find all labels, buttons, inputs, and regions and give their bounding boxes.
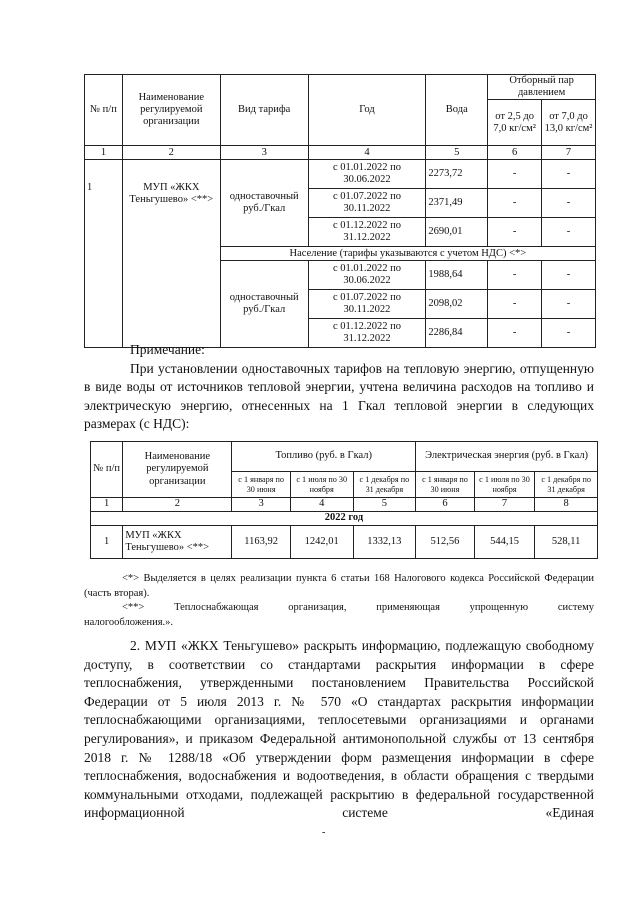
header-num: № п/п xyxy=(91,442,123,498)
header-year: Год xyxy=(308,75,426,146)
header-steam-high: от 7,0 до 13,0 кг/см² xyxy=(542,100,596,146)
page-mark: - xyxy=(322,827,326,838)
col-number: 6 xyxy=(488,146,542,160)
col-number: 3 xyxy=(232,498,291,512)
steam-high-value: - xyxy=(542,261,596,290)
header-org: Наименование регулируемой организации xyxy=(122,75,220,146)
water-value: 2273,72 xyxy=(426,160,488,189)
water-value: 2098,02 xyxy=(426,290,488,319)
col-number: 2 xyxy=(123,498,232,512)
footnote-1: <*> Выделяется в целях реализации пункта 6 статьи 168 Налогового кодекса Российской Федерации (часть вторая). xyxy=(84,573,594,599)
period-cell: с 01.01.2022 по 30.06.2022 xyxy=(308,261,426,290)
col-number: 7 xyxy=(542,146,596,160)
steam-low-value: - xyxy=(488,160,542,189)
header-period: с 1 июля по 30 ноября xyxy=(474,472,535,498)
steam-high-value: - xyxy=(542,160,596,189)
header-period: с 1 января по 30 июня xyxy=(416,472,475,498)
header-electricity: Электрическая энергия (руб. в Гкал) xyxy=(416,442,598,472)
note-block xyxy=(84,341,594,434)
col-number: 5 xyxy=(426,146,488,160)
steam-low-value: - xyxy=(488,290,542,319)
header-water: Вода xyxy=(426,75,488,146)
col-number: 3 xyxy=(220,146,308,160)
steam-low-value: - xyxy=(488,261,542,290)
elec-value: 528,11 xyxy=(535,526,598,559)
col-number: 8 xyxy=(535,498,598,512)
col-number: 4 xyxy=(308,146,426,160)
note-text: При установлении одноставочных тарифов на тепловую энергию, отпущенную в виде воды от источников тепловой энергии, учтена величина расходов на топливо и электрическую энергию, отнесенных на 1 Гкал тепловой энергии в следующих размерах (с НДС): xyxy=(84,360,594,432)
steam-high-value: - xyxy=(542,290,596,319)
footnote-2: <**> Теплоснабжающая организация, применяющая упрощенную систему xyxy=(122,602,594,613)
header-period: с 1 июля по 30 ноября xyxy=(290,472,353,498)
col-number: 1 xyxy=(85,146,123,160)
elec-value: 512,56 xyxy=(416,526,475,559)
period-cell: с 01.12.2022 по 31.12.2022 xyxy=(308,218,426,247)
header-steam: Отборный пар давлением xyxy=(488,75,596,100)
header-tariff: Вид тарифа xyxy=(220,75,308,146)
org-name: МУП «ЖКХ Теньгушево» <**> xyxy=(123,526,232,559)
fuel-value: 1242,01 xyxy=(290,526,353,559)
note-title: Примечание: xyxy=(130,342,205,357)
header-period: с 1 января по 30 июня xyxy=(232,472,291,498)
period-cell: с 01.12.2022 по 31.12.2022 xyxy=(308,319,426,348)
water-value: 1988,64 xyxy=(426,261,488,290)
col-number: 6 xyxy=(416,498,475,512)
tariff-type: одноставочный руб./Гкал xyxy=(220,160,308,247)
steam-low-value: - xyxy=(488,319,542,348)
steam-low-value: - xyxy=(488,218,542,247)
col-number: 7 xyxy=(474,498,535,512)
header-period: с 1 декабря по 31 декабря xyxy=(353,472,416,498)
col-number: 2 xyxy=(122,146,220,160)
period-cell: с 01.01.2022 по 30.06.2022 xyxy=(308,160,426,189)
row-num: 1 xyxy=(91,526,123,559)
steam-high-value: - xyxy=(542,218,596,247)
row-num: 1 xyxy=(85,160,123,348)
period-cell: с 01.07.2022 по 30.11.2022 xyxy=(308,290,426,319)
header-num: № п/п xyxy=(85,75,123,146)
header-steam-low: от 2,5 до 7,0 кг/см² xyxy=(488,100,542,146)
org-name: МУП «ЖКХ Теньгушево» <**> xyxy=(122,160,220,348)
costs-table xyxy=(90,441,598,559)
tariff-type: одноставочный руб./Гкал xyxy=(220,261,308,348)
col-number: 5 xyxy=(353,498,416,512)
tariff-table xyxy=(84,74,596,348)
elec-value: 544,15 xyxy=(474,526,535,559)
period-cell: с 01.07.2022 по 30.11.2022 xyxy=(308,189,426,218)
water-value: 2286,84 xyxy=(426,319,488,348)
header-org: Наименование регулируемой организации xyxy=(123,442,232,498)
header-fuel: Топливо (руб. в Гкал) xyxy=(232,442,416,472)
water-value: 2690,01 xyxy=(426,218,488,247)
paragraph-2 xyxy=(84,637,594,823)
year-label: 2022 год xyxy=(91,512,598,526)
col-number: 1 xyxy=(91,498,123,512)
steam-high-value: - xyxy=(542,319,596,348)
steam-high-value: - xyxy=(542,189,596,218)
header-period: с 1 декабря по 31 декабря xyxy=(535,472,598,498)
col-number: 4 xyxy=(290,498,353,512)
steam-low-value: - xyxy=(488,189,542,218)
water-value: 2371,49 xyxy=(426,189,488,218)
population-label: Население (тарифы указываются с учетом НДС) <*> xyxy=(220,247,595,261)
fuel-value: 1332,13 xyxy=(353,526,416,559)
fuel-value: 1163,92 xyxy=(232,526,291,559)
paragraph-2-text: 2. МУП «ЖКХ Теньгушево» раскрыть информацию, подлежащую свободному доступу, в соответствии со стандартами раскрытия информации в сфере теплоснабжения, утвержденными постановлением Правительства Российской Федерации от 5 июля 2013 г. № 570 «О стандартах раскрытия информации теплоснабжающими организациями, теплосетевыми организациями и органами регулирования», и приказом Федеральной антимонопольной службы от 13 сентября 2018 г. № 1288/18 «Об утверждении форм размещения информации в сфере теплоснабжения, водоснабжения и водоотведения, в области обращения с твердыми коммунальными отходами, подлежащей раскрытию в федеральной государственной информационной системе «Единая xyxy=(84,638,594,821)
footnote-2-end: налогообложения.». xyxy=(84,616,174,628)
footnotes xyxy=(84,572,594,630)
